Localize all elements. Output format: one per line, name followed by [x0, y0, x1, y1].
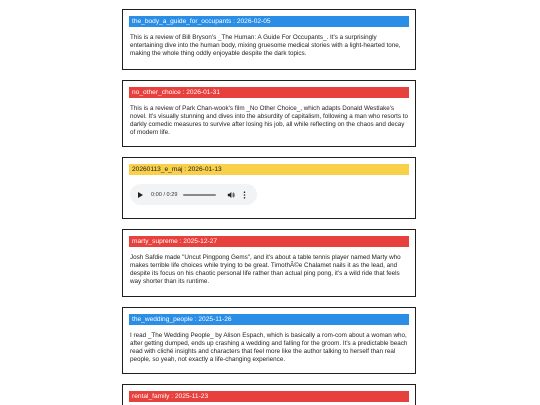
post-title-link[interactable]: marty_supreme : 2025-12-27 [129, 236, 409, 247]
post-body: Josh Safdie made "Uncut Pingpong Gems", and it's about a table tennis player named Marty who makes terrible life choices while trying to be great. TimothÃ©e Chalamet nails it as the lead, and despite its focus on his chaotic personal life rather than actual ping pong, it's a wild ride that feels way shorter than its runtime. [130, 254, 401, 286]
volume-icon[interactable] [227, 191, 235, 199]
post-body: I read _The Wedding People_ by Alison Espach, which is basically a rom-com about a woman who, after getting dumped, ends up crashing a wedding and falling for the groom. It's a predictable beach read with cliché insights and characters that feel more like the author talking to herself than real people, so yeah, not exactly a life-changing experience. [130, 332, 408, 364]
post-title-link[interactable]: the_wedding_people : 2025-11-26 [129, 314, 409, 325]
post-card [122, 229, 416, 297]
post-body: This is a review of Park Chan-wook's film _No Other Choice_, which adapts Donald Westlake's novel. It's visually stunning and dives into the absurdity of capitalism, following a man who resorts to darkly comedic measures to survive after losing his job, all while reflecting on the chaos and decay of modern life. [130, 105, 409, 137]
post-body: This is a review of Bill Bryson's _The Human: A Guide For Occupants_. It's a surprisingly entertaining dive into the human body, mixing gruesome medical stories with a light-hearted tone, making the whole thing oddly enjoyable despite the dark topics. [130, 34, 401, 58]
more-options-icon[interactable] [243, 191, 246, 199]
post-card [122, 9, 416, 70]
post-card [122, 157, 416, 219]
post-card [122, 384, 416, 405]
post-title-link[interactable]: 20260113_e_maj : 2026-01-13 [129, 164, 409, 175]
post-title-link[interactable]: the_body_a_guide_for_occupants : 2026-02-05 [129, 16, 409, 27]
play-icon[interactable] [138, 192, 143, 198]
audio-time: 0:00 / 0:29 [151, 191, 178, 198]
seek-slider[interactable] [183, 194, 216, 196]
post-card [122, 80, 416, 147]
post-card [122, 307, 416, 374]
post-title-link[interactable]: no_other_choice : 2026-01-31 [129, 87, 409, 98]
audio-player[interactable] [130, 184, 257, 205]
post-title-link[interactable]: rental_family : 2025-11-23 [129, 391, 409, 402]
